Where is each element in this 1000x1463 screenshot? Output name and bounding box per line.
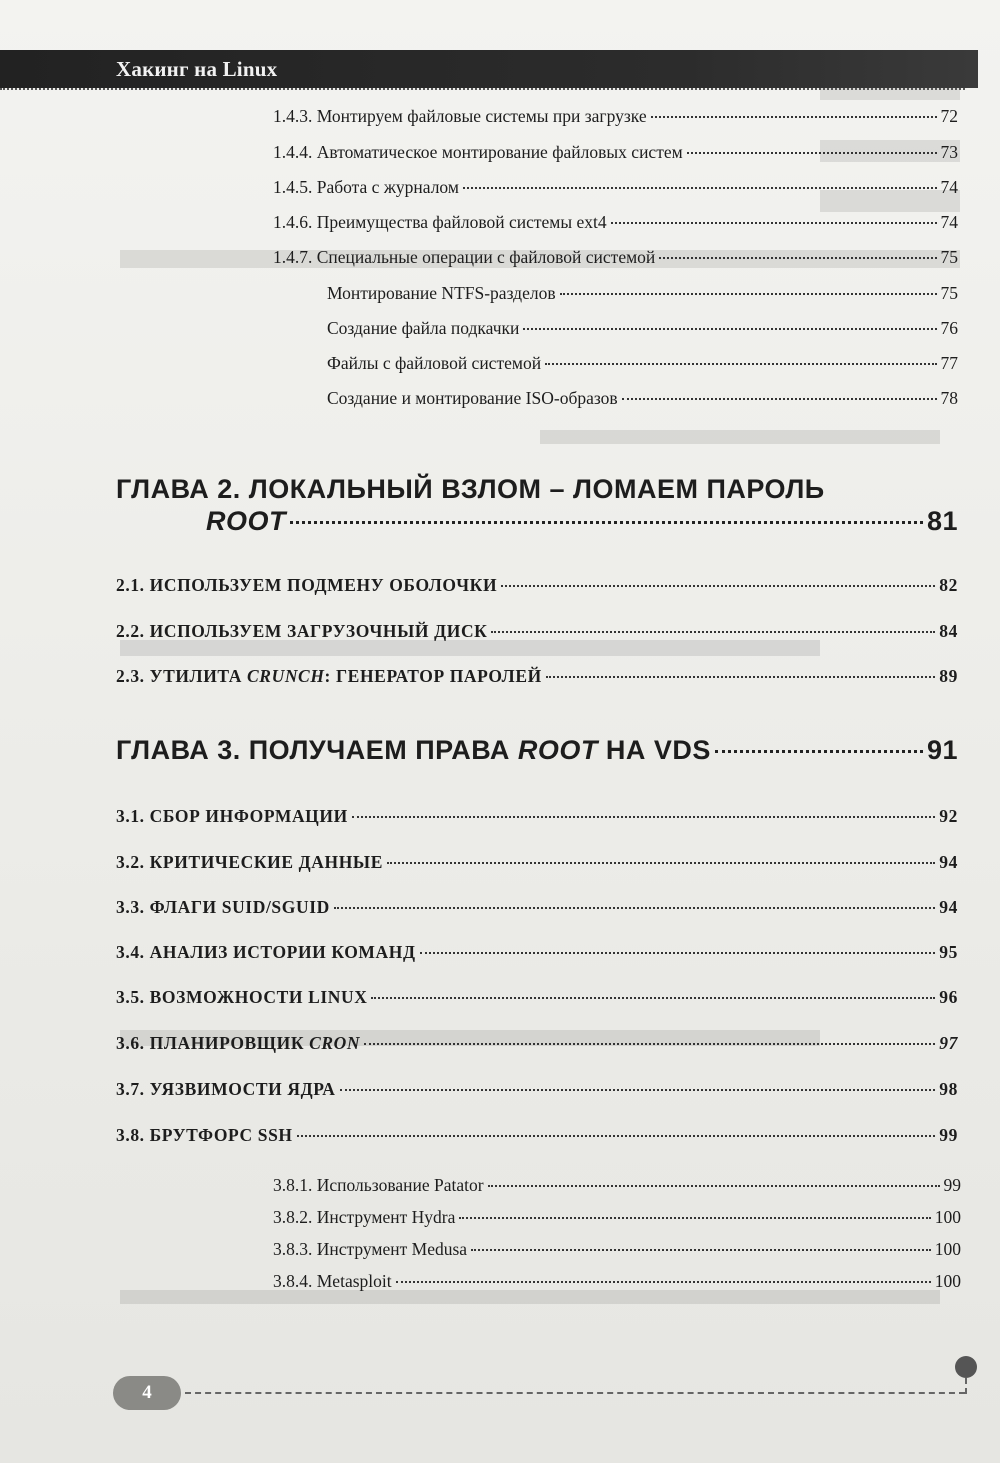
toc-leader-dots <box>488 1185 940 1187</box>
toc-leader-dots <box>560 293 937 295</box>
toc-leader-dots <box>545 363 936 365</box>
toc-entry <box>273 177 958 198</box>
page-number-badge <box>113 1376 181 1410</box>
toc-entry-label: 3.8.3. Инструмент Medusa <box>273 1239 468 1259</box>
toc-entry-label: 1.4.7. Специальные операции с файловой системой <box>273 247 656 267</box>
toc-leader-dots <box>622 398 937 400</box>
toc-section-page: 89 <box>939 666 958 686</box>
header-dotted-rule <box>0 88 965 90</box>
toc-section-label: 3.2. КРИТИЧЕСКИЕ ДАННЫЕ <box>116 852 383 872</box>
toc-leader-dots <box>715 750 923 753</box>
toc-section-label: 3.3. ФЛАГИ SUID/SGUID <box>116 897 330 917</box>
toc-entry-page: 78 <box>940 388 958 408</box>
toc-section-label: 2.2. ИСПОЛЬЗУЕМ ЗАГРУЗОЧНЫЙ ДИСК <box>116 621 488 641</box>
toc-leader-dots <box>546 676 935 678</box>
toc-entry-label: 1.4.5. Работа с журналом <box>273 177 459 197</box>
chapter-2-entry <box>206 506 958 537</box>
toc-entry-page: 75 <box>940 247 958 267</box>
toc-entry-label: 3.8.2. Инструмент Hydra <box>273 1207 456 1227</box>
toc-entry <box>327 353 958 374</box>
toc-leader-dots <box>297 1135 936 1137</box>
toc-entry-page: 77 <box>940 353 958 373</box>
toc-leader-dots <box>659 257 936 259</box>
toc-entry <box>273 1207 961 1228</box>
toc-leader-dots <box>364 1043 935 1045</box>
toc-entry-page: 75 <box>940 283 958 303</box>
toc-entry-label: 3.8.4. Metasploit <box>273 1271 392 1291</box>
toc-leader-dots <box>501 585 935 587</box>
toc-entry-label: Файлы с файловой системой <box>327 353 542 373</box>
toc-section-page: 94 <box>939 897 958 917</box>
chapter-3-entry <box>116 735 958 766</box>
toc-leader-dots <box>491 631 935 633</box>
toc-section-label: 3.4. АНАЛИЗ ИСТОРИИ КОМАНД <box>116 942 416 962</box>
toc-section-label: 3.1. СБОР ИНФОРМАЦИИ <box>116 806 348 826</box>
toc-entry <box>273 1271 961 1292</box>
toc-leader-dots <box>471 1249 931 1251</box>
toc-entry-page: 72 <box>940 106 958 126</box>
toc-entry-page: 100 <box>934 1207 961 1227</box>
toc-section-page: 94 <box>939 852 958 872</box>
running-header-title: Хакинг на Linux <box>116 57 278 81</box>
toc-section <box>116 897 958 918</box>
toc-section <box>116 575 958 596</box>
toc-section-page: 97 <box>939 1033 958 1053</box>
footer-bullet-dot <box>955 1356 977 1378</box>
toc-entry <box>273 106 958 127</box>
footer-dashed-stem <box>965 1378 967 1394</box>
toc-section <box>116 852 958 873</box>
toc-entry-page: 74 <box>940 177 958 197</box>
toc-leader-dots <box>352 816 935 818</box>
toc-leader-dots <box>687 152 937 154</box>
toc-entry <box>273 1175 961 1196</box>
toc-section <box>116 621 958 642</box>
chapter-2-title: ГЛАВА 2. ЛОКАЛЬНЫЙ ВЗЛОМ – ЛОМАЕМ ПАРОЛЬ <box>116 474 825 504</box>
toc-leader-dots <box>290 521 923 524</box>
toc-section-label: 3.7. УЯЗВИМОСТИ ЯДРА <box>116 1079 336 1099</box>
toc-entry-page: 100 <box>934 1271 961 1291</box>
toc-leader-dots <box>523 328 936 330</box>
chapter-3-page: 91 <box>926 735 958 765</box>
toc-entry-label: Создание файла подкачки <box>327 318 520 338</box>
toc-section-page: 92 <box>939 806 958 826</box>
toc-section-label: 3.6. ПЛАНИРОВЩИК CRON <box>116 1033 361 1053</box>
toc-leader-dots <box>420 952 936 954</box>
toc-section <box>116 1125 958 1146</box>
toc-leader-dots <box>387 862 935 864</box>
toc-entry-label: Монтирование NTFS-разделов <box>327 283 556 303</box>
toc-section <box>116 806 958 827</box>
toc-section-label: 3.8. БРУТФОРС SSH <box>116 1125 293 1145</box>
toc-entry-page: 76 <box>940 318 958 338</box>
toc-leader-dots <box>611 222 937 224</box>
footer-dashed-rule <box>185 1392 965 1394</box>
toc-section <box>116 942 958 963</box>
toc-entry-label: 1.4.4. Автоматическое монтирование файловых систем <box>273 142 683 162</box>
toc-entry-label: 1.4.3. Монтируем файловые системы при загрузке <box>273 106 647 126</box>
toc-entry-page: 100 <box>934 1239 961 1259</box>
chapter-2-title-italic: ROOT <box>206 506 286 536</box>
toc-entry-page: 73 <box>940 142 958 162</box>
toc-section <box>116 666 958 687</box>
toc-section-page: 99 <box>939 1125 958 1145</box>
toc-section-label: 2.3. УТИЛИТА CRUNCH: ГЕНЕРАТОР ПАРОЛЕЙ <box>116 666 542 686</box>
toc-entry <box>327 283 958 304</box>
toc-section <box>116 1033 958 1054</box>
toc-leader-dots <box>334 907 935 909</box>
toc-leader-dots <box>651 116 937 118</box>
toc-entry-page: 99 <box>943 1175 961 1195</box>
toc-section-page: 96 <box>939 987 958 1007</box>
toc-leader-dots <box>459 1217 930 1219</box>
toc-entry <box>273 1239 961 1260</box>
chapter-2-page: 81 <box>926 506 958 536</box>
toc-leader-dots <box>371 997 935 999</box>
toc-section-label: 2.1. ИСПОЛЬЗУЕМ ПОДМЕНУ ОБОЛОЧКИ <box>116 575 498 595</box>
toc-entry-label: 3.8.1. Использование Patator <box>273 1175 484 1195</box>
toc-section-page: 84 <box>939 621 958 641</box>
toc-entry <box>273 212 958 233</box>
toc-entry-label: 1.4.6. Преимущества файловой системы ext4 <box>273 212 607 232</box>
toc-entry-label: Создание и монтирование ISO-образов <box>327 388 618 408</box>
toc-entry <box>273 142 958 163</box>
toc-entry <box>273 247 958 268</box>
page-number: 4 <box>142 1382 152 1403</box>
chapter-2-title-cont <box>206 506 286 537</box>
toc-entry <box>327 388 958 409</box>
toc-section-label: 3.5. ВОЗМОЖНОСТИ LINUX <box>116 987 368 1007</box>
toc-section-page: 82 <box>939 575 958 595</box>
toc-section <box>116 1079 958 1100</box>
toc-section <box>116 987 958 1008</box>
toc-leader-dots <box>340 1089 936 1091</box>
toc-leader-dots <box>396 1281 931 1283</box>
chapter-3-title: ГЛАВА 3. ПОЛУЧАЕМ ПРАВА ROOT НА VDS <box>116 735 711 765</box>
toc-entry-page: 74 <box>940 212 958 232</box>
toc-entry <box>327 318 958 339</box>
toc-leader-dots <box>463 187 937 189</box>
toc-section-page: 95 <box>939 942 958 962</box>
toc-section-page: 98 <box>939 1079 958 1099</box>
